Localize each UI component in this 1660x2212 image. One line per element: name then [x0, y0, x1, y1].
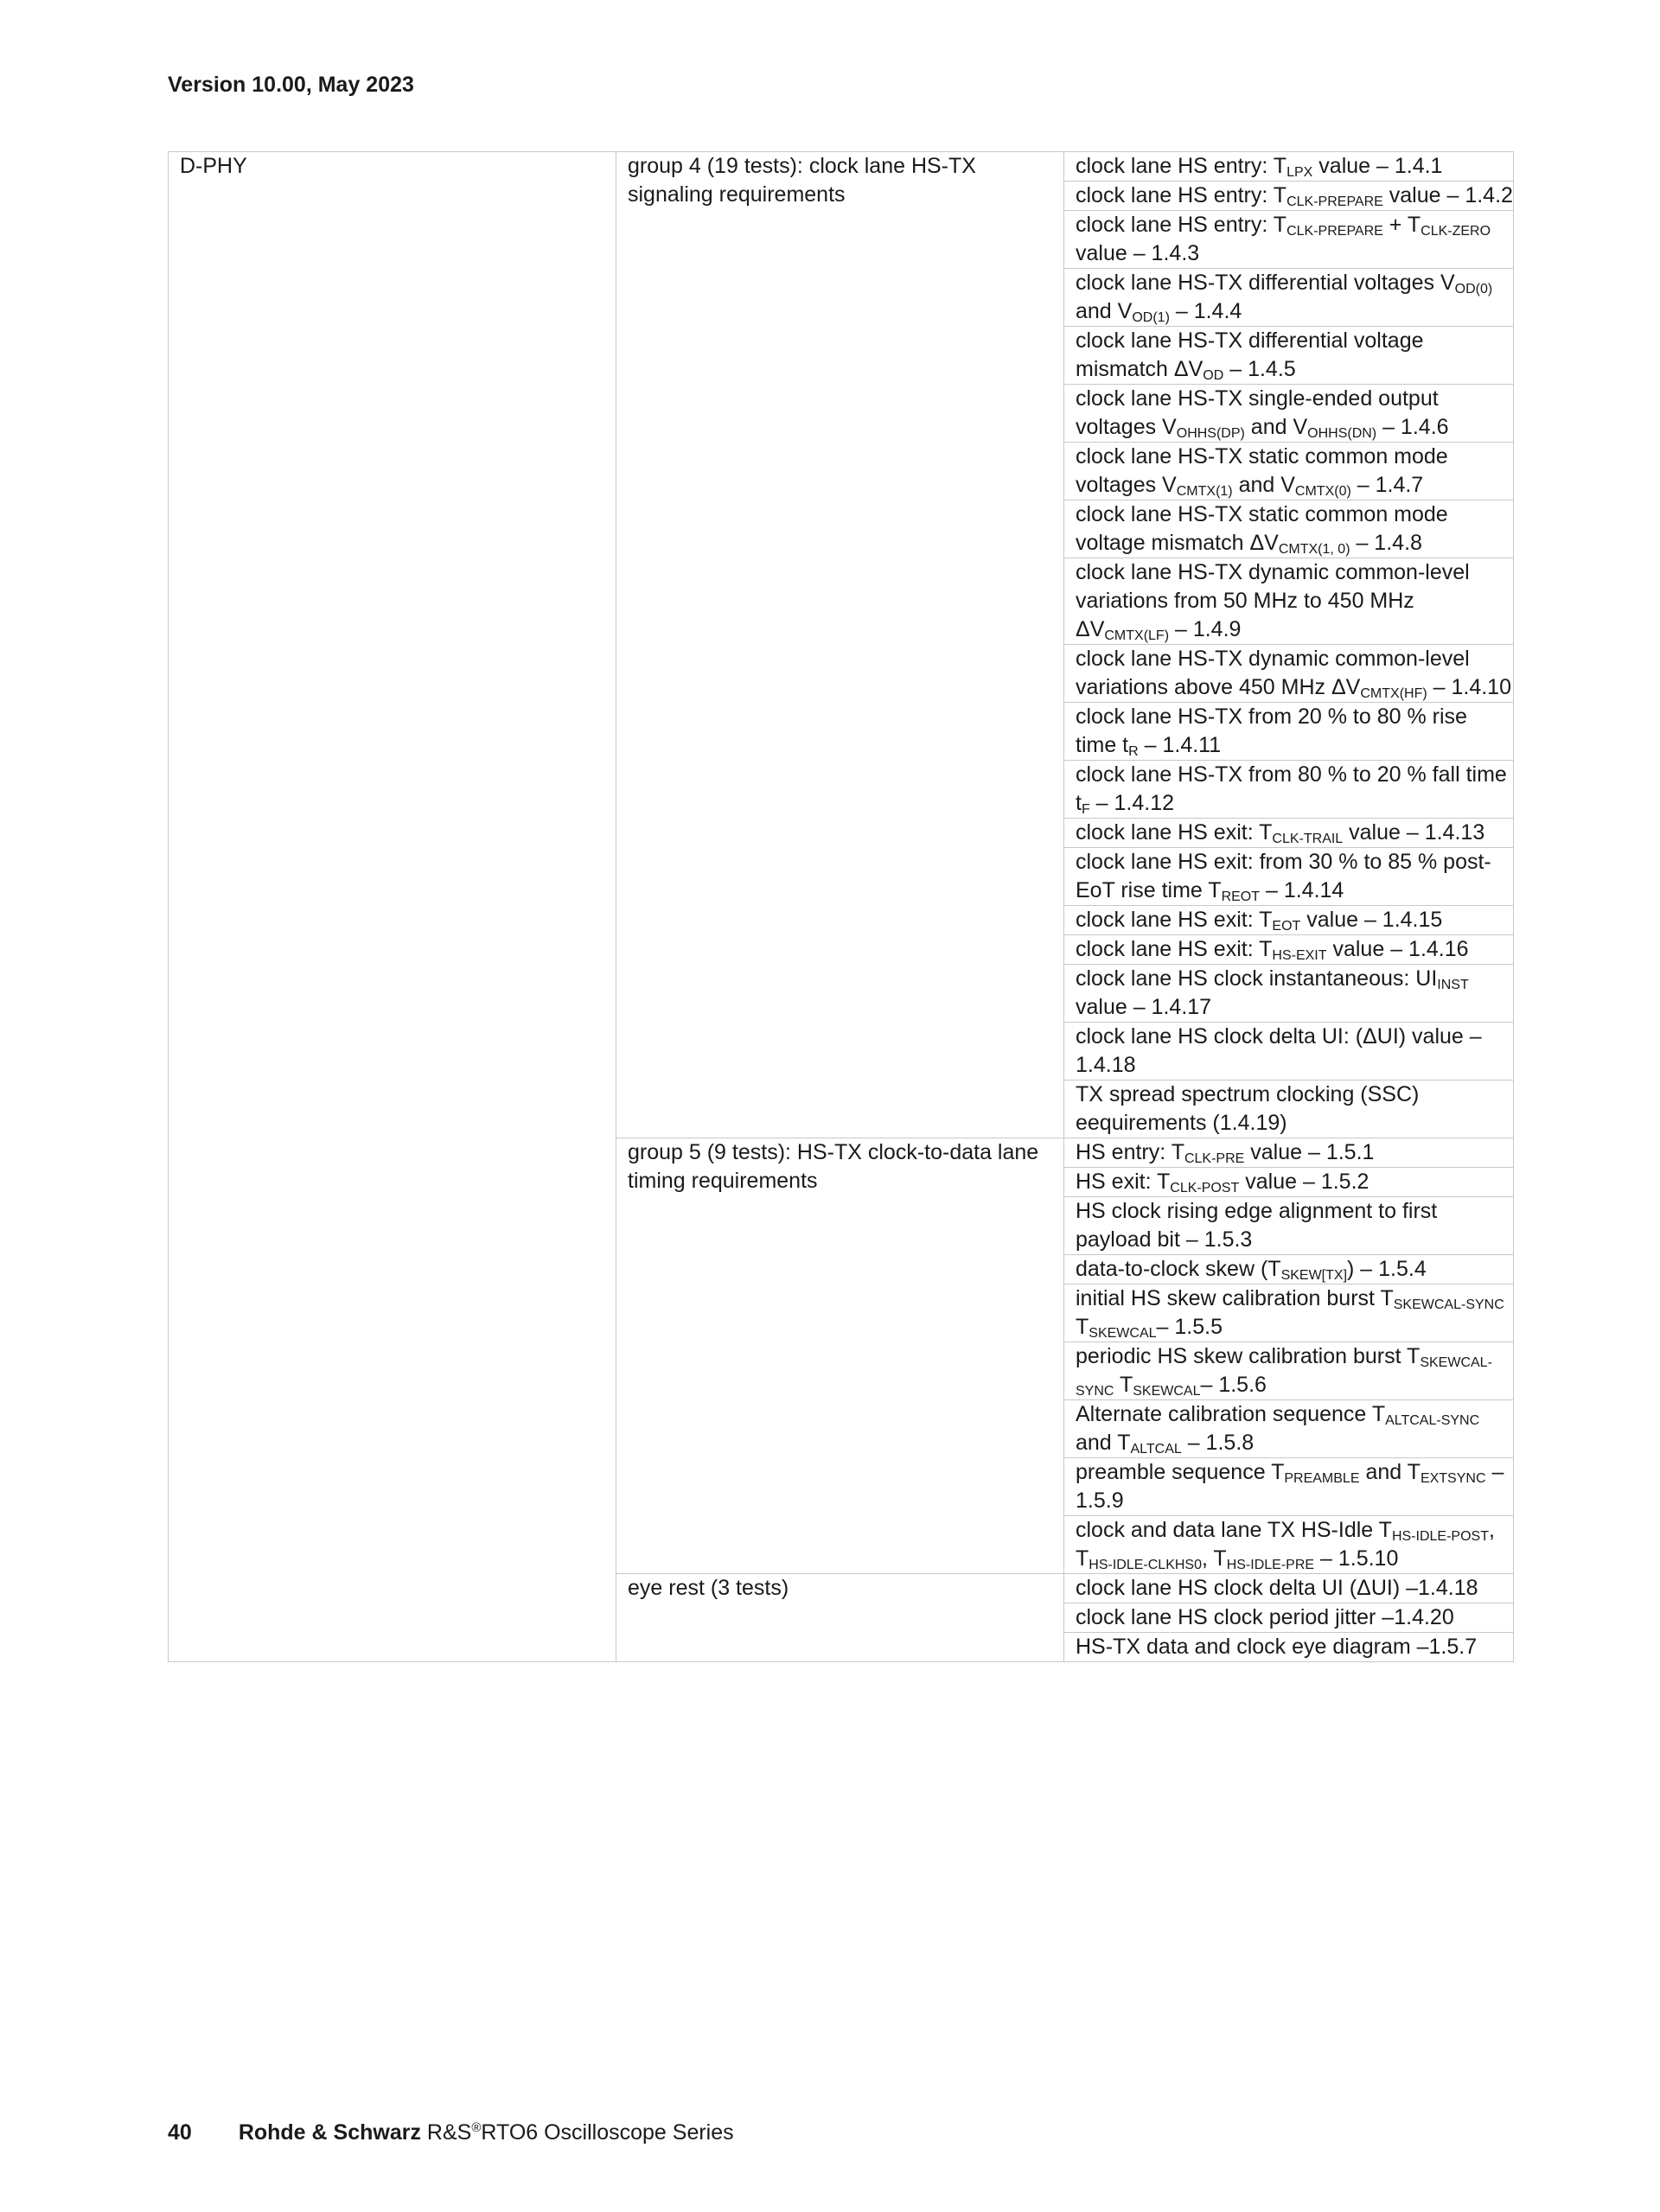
test-subscript: OD(0)	[1454, 282, 1493, 296]
test-cell	[1064, 385, 1514, 443]
test-cell	[1064, 965, 1514, 1023]
test-text-part: and V	[1244, 415, 1308, 439]
test-text-part: and T	[1076, 1431, 1131, 1455]
test-spec-table	[168, 151, 1514, 1662]
test-cell	[1064, 443, 1514, 500]
test-text-part: clock lane HS-TX static common mode voltages V	[1076, 444, 1448, 497]
test-text-part: clock lane HS clock delta UI: (ΔUI) value – 1.4.18	[1076, 1024, 1482, 1077]
test-text-part: – 1.4.6	[1376, 415, 1449, 439]
test-subscript: SKEWCAL-SYNC	[1076, 1355, 1492, 1399]
group-cell-eye: eye rest (3 tests)	[616, 1574, 1064, 1662]
test-cell	[1064, 1516, 1514, 1574]
test-text-part: T	[1114, 1373, 1133, 1397]
test-subscript: CMTX(LF)	[1104, 628, 1170, 643]
test-subscript: ALTCAL-SYNC	[1385, 1413, 1480, 1428]
test-subscript: INST	[1437, 978, 1469, 992]
test-text-part: clock lane HS clock delta UI (ΔUI) –1.4.18	[1076, 1576, 1478, 1600]
test-text-part: clock lane HS exit: from 30 % to 85 % post-EoT rise time T	[1076, 850, 1491, 902]
test-subscript: HS-IDLE-PRE	[1226, 1558, 1315, 1572]
test-subscript: EXTSYNC	[1420, 1471, 1486, 1486]
test-text-part: value – 1.4.3	[1076, 241, 1200, 265]
test-text-part: value – 1.4.2	[1382, 183, 1513, 207]
test-subscript: CMTX(HF)	[1360, 686, 1427, 701]
test-text-part: – 1.5.10	[1314, 1546, 1399, 1571]
test-text-part: ) – 1.5.4	[1347, 1257, 1427, 1281]
test-text-part: TX spread spectrum clocking (SSC) eequirements (1.4.19)	[1076, 1082, 1420, 1135]
test-text-part: clock lane HS-TX dynamic common-level variations from 50 MHz to 450 MHz ΔV	[1076, 560, 1470, 641]
test-cell	[1064, 645, 1514, 703]
test-subscript: SKEW[TX]	[1280, 1268, 1348, 1283]
test-text-part: data-to-clock skew (T	[1076, 1257, 1281, 1281]
test-cell	[1064, 819, 1514, 848]
test-text-part: – 1.4.11	[1138, 733, 1222, 757]
test-text-part: value – 1.5.2	[1239, 1170, 1370, 1194]
test-text-part: clock lane HS clock instantaneous: UI	[1076, 966, 1438, 991]
test-text-part: – 1.4.14	[1260, 878, 1344, 902]
test-text-part: clock lane HS clock period jitter –1.4.20	[1076, 1605, 1454, 1629]
test-subscript: OD	[1203, 368, 1224, 383]
test-text-part: – 1.4.9	[1169, 617, 1242, 641]
footer-product-prefix: R&S	[426, 2120, 472, 2145]
test-text-part: value – 1.4.17	[1076, 995, 1212, 1019]
test-text-part: clock lane HS-TX from 80 % to 20 % fall time t	[1076, 762, 1507, 815]
test-text-part: clock lane HS entry: T	[1076, 154, 1287, 178]
test-text-part: clock lane HS-TX single-ended output voltages V	[1076, 386, 1439, 439]
test-cell	[1064, 558, 1514, 645]
test-text-part: value – 1.4.15	[1300, 908, 1443, 932]
test-text-part: HS clock rising edge alignment to first payload bit – 1.5.3	[1076, 1199, 1438, 1252]
test-text-part: – 1.4.7	[1350, 473, 1424, 497]
test-subscript: F	[1081, 802, 1090, 817]
test-subscript: REOT	[1221, 889, 1261, 904]
test-text-part: – 1.4.10	[1427, 675, 1511, 699]
test-text-part: clock lane HS-TX static common mode voltage mismatch ΔV	[1076, 502, 1448, 555]
test-text-part: clock lane HS entry: T	[1076, 183, 1287, 207]
test-subscript: CLK-PRE	[1184, 1151, 1245, 1166]
test-text-part: clock lane HS exit: T	[1076, 820, 1273, 845]
test-text-part: – 1.5.5	[1156, 1315, 1223, 1339]
test-text-part: and V	[1076, 299, 1133, 323]
test-text-part: periodic HS skew calibration burst T	[1076, 1344, 1421, 1368]
test-subscript: SKEWCAL-SYNC	[1393, 1297, 1504, 1312]
test-cell	[1064, 1400, 1514, 1458]
test-cell	[1064, 935, 1514, 965]
test-cell	[1064, 1255, 1514, 1284]
test-text-part: clock lane HS entry: T	[1076, 213, 1287, 237]
test-text-part: clock lane HS-TX from 20 % to 80 % rise time t	[1076, 704, 1467, 757]
test-cell	[1064, 1197, 1514, 1255]
test-text-part: – 1.5.6	[1200, 1373, 1267, 1397]
test-subscript: OHHS(DP)	[1176, 426, 1245, 441]
test-subscript: HS-EXIT	[1272, 948, 1327, 963]
test-text-part: – 1.5.8	[1181, 1431, 1255, 1455]
test-text-part: value – 1.4.13	[1343, 820, 1485, 845]
test-subscript: CMTX(1, 0)	[1278, 542, 1350, 557]
test-subscript: CMTX(1)	[1176, 484, 1233, 499]
test-subscript: SKEWCAL	[1133, 1384, 1201, 1399]
test-subscript: CLK-PREPARE	[1286, 194, 1383, 209]
page-number: 40	[168, 2120, 192, 2145]
test-subscript: OD(1)	[1132, 310, 1170, 325]
test-cell	[1064, 703, 1514, 761]
footer-brand: Rohde & Schwarz	[238, 2120, 421, 2145]
test-text-part: HS exit: T	[1076, 1170, 1171, 1194]
test-text-part: and V	[1232, 473, 1295, 497]
test-text-part: clock lane HS-TX dynamic common-level variations above 450 MHz ΔV	[1076, 647, 1470, 699]
test-cell	[1064, 1603, 1514, 1633]
test-text-part: , T	[1201, 1546, 1227, 1571]
test-cell	[1064, 1342, 1514, 1400]
test-text-part: value – 1.5.1	[1244, 1140, 1375, 1164]
test-cell	[1064, 1168, 1514, 1197]
test-text-part: Alternate calibration sequence T	[1076, 1402, 1386, 1426]
test-subscript: OHHS(DN)	[1307, 426, 1377, 441]
test-text-part: – 1.4.12	[1089, 791, 1175, 815]
test-subscript: ALTCAL	[1130, 1442, 1182, 1457]
test-subscript: HS-IDLE-CLKHS0	[1089, 1558, 1202, 1572]
test-cell	[1064, 761, 1514, 819]
test-cell	[1064, 1284, 1514, 1342]
test-cell	[1064, 1023, 1514, 1081]
test-cell	[1064, 1081, 1514, 1138]
test-cell	[1064, 327, 1514, 385]
test-text-part: – 1.5.9	[1076, 1460, 1504, 1513]
test-subscript: LPX	[1286, 165, 1313, 180]
test-subscript: CLK-POST	[1170, 1181, 1240, 1195]
test-cell	[1064, 500, 1514, 558]
test-text-part: HS-TX data and clock eye diagram –1.5.7	[1076, 1635, 1478, 1659]
registered-mark: ®	[471, 2120, 482, 2135]
test-cell	[1064, 182, 1514, 211]
table-row	[169, 152, 1514, 182]
test-subscript: HS-IDLE-POST	[1391, 1529, 1489, 1544]
test-subscript: R	[1128, 744, 1139, 759]
test-subscript: CMTX(0)	[1294, 484, 1351, 499]
test-text-part: – 1.4.4	[1169, 299, 1242, 323]
test-text-part: clock lane HS-TX differential voltage mismatch ΔV	[1076, 328, 1424, 381]
group-cell-group5: group 5 (9 tests): HS-TX clock-to-data lane timing requirements	[616, 1138, 1064, 1574]
test-text-part: clock and data lane TX HS-Idle T	[1076, 1518, 1392, 1542]
test-text-part: HS entry: T	[1076, 1140, 1184, 1164]
page-header-version: Version 10.00, May 2023	[168, 73, 414, 97]
test-cell	[1064, 152, 1514, 182]
test-cell	[1064, 906, 1514, 935]
test-cell	[1064, 1633, 1514, 1662]
test-subscript: EOT	[1272, 919, 1301, 934]
interface-cell: D-PHY	[169, 152, 616, 1662]
test-cell	[1064, 211, 1514, 269]
test-subscript: PREAMBLE	[1284, 1471, 1360, 1486]
test-text-part: and T	[1359, 1460, 1421, 1484]
test-cell	[1064, 1574, 1514, 1603]
test-cell	[1064, 269, 1514, 327]
test-cell	[1064, 1138, 1514, 1168]
test-text-part: initial HS skew calibration burst T	[1076, 1286, 1394, 1310]
test-text-part: – 1.4.5	[1223, 357, 1296, 381]
test-text-part: – 1.4.8	[1350, 531, 1422, 555]
test-text-part: T	[1076, 1315, 1089, 1339]
footer-product: RTO6 Oscilloscope Series	[481, 2120, 734, 2145]
test-text-part: + T	[1382, 213, 1421, 237]
test-subscript: CLK-PREPARE	[1286, 224, 1383, 239]
test-text-part: clock lane HS exit: T	[1076, 908, 1273, 932]
test-text-part: clock lane HS-TX differential voltages V	[1076, 271, 1455, 295]
test-text-part: value – 1.4.1	[1312, 154, 1443, 178]
page-footer	[168, 2120, 734, 2145]
test-subscript: CLK-TRAIL	[1272, 832, 1344, 846]
test-cell	[1064, 848, 1514, 906]
test-cell	[1064, 1458, 1514, 1516]
test-text-part: , T	[1076, 1518, 1495, 1571]
test-text-part: preamble sequence T	[1076, 1460, 1285, 1484]
test-subscript: CLK-ZERO	[1421, 224, 1491, 239]
test-text-part: clock lane HS exit: T	[1076, 937, 1273, 961]
group-cell-group4: group 4 (19 tests): clock lane HS-TX signaling requirements	[616, 152, 1064, 1138]
test-subscript: SKEWCAL	[1089, 1326, 1157, 1341]
test-text-part: value – 1.4.16	[1326, 937, 1469, 961]
